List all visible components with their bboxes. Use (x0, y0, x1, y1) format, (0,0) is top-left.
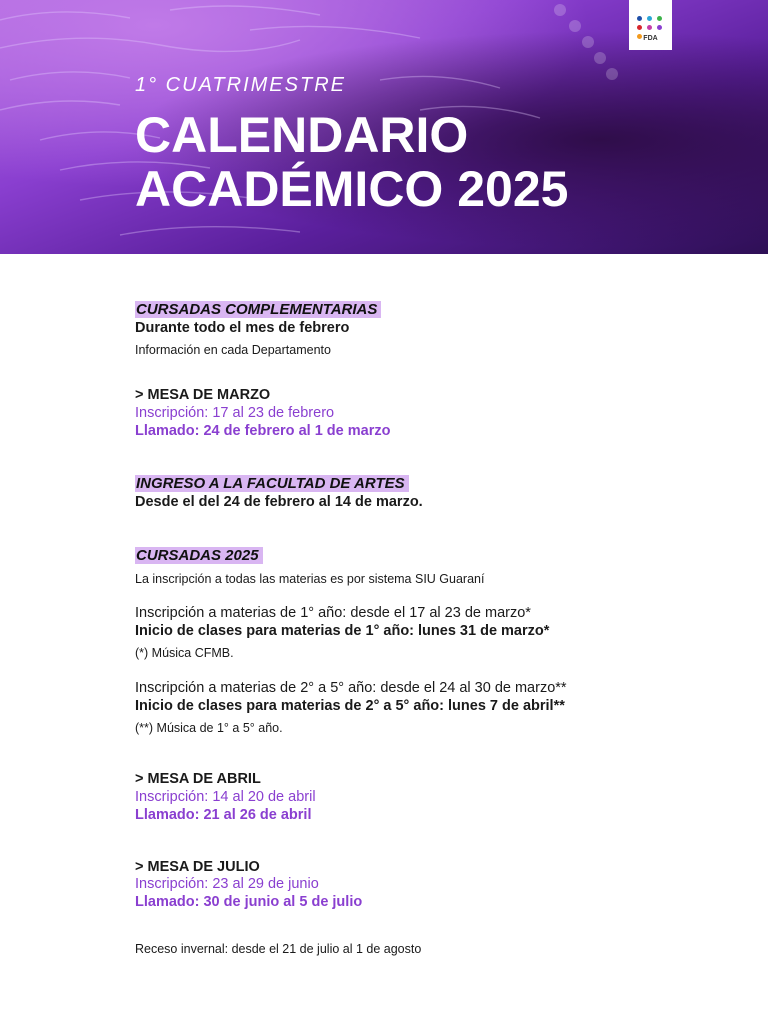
complementarias-line1: Durante todo el mes de febrero (135, 320, 350, 336)
logo-text: FDA (643, 35, 658, 42)
mesa-abril-inscripcion: Inscripción: 14 al 20 de abril (135, 789, 316, 805)
section-heading-complementarias: CURSADAS COMPLEMENTARIAS (135, 301, 381, 318)
mesa-abril-llamado: Llamado: 21 al 26 de abril (135, 807, 312, 823)
cursadas-nota-2: (**) Música de 1° a 5° año. (135, 721, 283, 735)
cursadas-intro: La inscripción a todas las materias es por sistema SIU Guaraní (135, 572, 485, 586)
cursadas-inicio-1: Inicio de clases para materias de 1° año: lunes 31 de marzo* (135, 623, 550, 639)
mesa-abril-heading: > MESA DE ABRIL (135, 771, 261, 787)
cursadas-inicio-2: Inicio de clases para materias de 2° a 5° año: lunes 7 de abril** (135, 698, 565, 714)
mesa-marzo-llamado: Llamado: 24 de febrero al 1 de marzo (135, 423, 391, 439)
mesa-marzo-inscripcion: Inscripción: 17 al 23 de febrero (135, 405, 335, 421)
cursadas-nota-1: (*) Música CFMB. (135, 646, 234, 660)
mesa-julio-inscripcion: Inscripción: 23 al 29 de junio (135, 876, 319, 892)
section-heading-cursadas: CURSADAS 2025 (135, 547, 263, 564)
page-title-line2: ACADÉMICO 2025 (135, 161, 569, 217)
complementarias-line2: Información en cada Departamento (135, 343, 331, 357)
header-banner (0, 0, 768, 254)
section-heading-ingreso: INGRESO A LA FACULTAD DE ARTES (135, 475, 409, 492)
semester-label: 1° CUATRIMESTRE (135, 74, 346, 96)
page-title-line1: CALENDARIO (135, 107, 469, 163)
mesa-marzo-heading: > MESA DE MARZO (135, 387, 271, 403)
cursadas-inscripcion-2: Inscripción a materias de 2° a 5° año: desde el 24 al 30 de marzo** (135, 680, 567, 696)
cursadas-inscripcion-1: Inscripción a materias de 1° año: desde el 17 al 23 de marzo* (135, 605, 531, 621)
fda-logo (629, 0, 672, 50)
ingreso-line1: Desde el del 24 de febrero al 14 de marzo. (135, 494, 423, 510)
mesa-julio-heading: > MESA DE JULIO (135, 859, 260, 875)
mesa-julio-llamado: Llamado: 30 de junio al 5 de julio (135, 894, 363, 910)
receso-invernal: Receso invernal: desde el 21 de julio al 1 de agosto (135, 942, 422, 956)
